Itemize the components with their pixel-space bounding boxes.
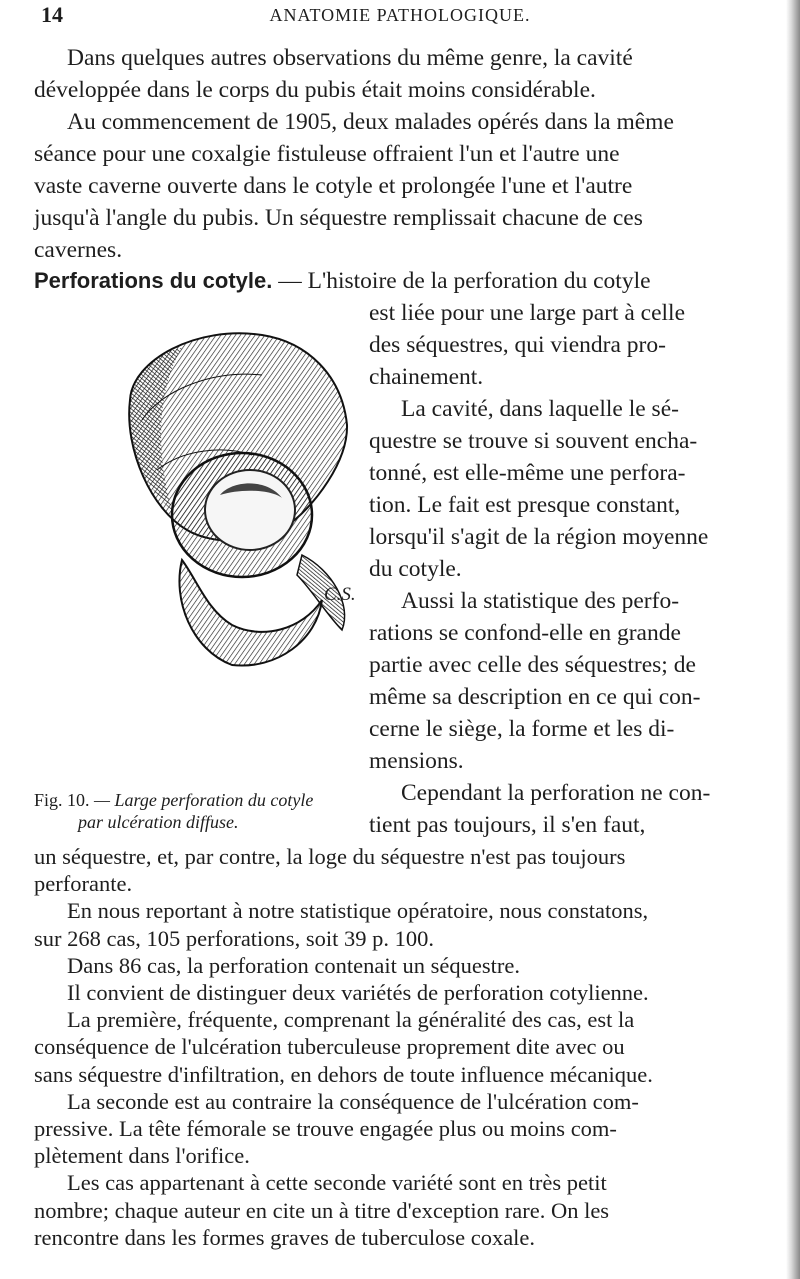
text-line: jusqu'à l'angle du pubis. Un séquestre remplissait chacune de ces: [34, 205, 643, 231]
text-line: Les cas appartenant à cette seconde variété sont en très petit: [67, 1170, 607, 1196]
figure-signature: C.S.: [324, 584, 356, 605]
text-line: nombre; chaque auteur en cite un à titre d'exception rare. On les: [34, 1197, 610, 1223]
text-line: questre se trouve si souvent encha-: [369, 428, 698, 454]
figure-illustration: [102, 330, 360, 670]
figure-number: Fig. 10.: [34, 790, 90, 810]
text-line: Aussi la statistique des perfo-: [401, 588, 680, 614]
text-line: tient pas toujours, il s'en faut,: [369, 812, 646, 838]
text-line: est liée pour une large part à celle: [369, 300, 686, 326]
hip-bone-engraving: [102, 330, 360, 670]
text-line: Dans 86 cas, la perforation contenait un séquestre.: [67, 952, 520, 978]
text-line: La seconde est au contraire la conséquence de l'ulcération com-: [67, 1088, 639, 1114]
text-line: mensions.: [369, 748, 464, 774]
section-heading: Perforations du cotyle.: [34, 268, 273, 293]
running-title: ANATOMIE PATHOLOGIQUE.: [269, 5, 531, 25]
figure-caption-line-2: par ulcération diffuse.: [78, 812, 239, 832]
text-line: rations se confond-elle en grande: [369, 620, 681, 646]
text-line: sur 268 cas, 105 perforations, soit 39 p. 100.: [34, 925, 434, 951]
text-line: séance pour une coxalgie fistuleuse offraient l'un et l'autre une: [34, 141, 620, 167]
text-line: Il convient de distinguer deux variétés de perforation cotylienne.: [67, 980, 649, 1005]
text-line: La première, fréquente, comprenant la généralité des cas, est la: [67, 1007, 635, 1033]
text-line: La cavité, dans laquelle le sé-: [401, 396, 679, 422]
figure-caption-text: — Large perforation du cotyle: [94, 790, 314, 810]
text-line: lorsqu'il s'agit de la région moyenne: [369, 524, 709, 550]
section-heading-line: [34, 270, 651, 294]
text-line: du cotyle.: [369, 556, 462, 582]
text-line: rencontre dans les formes graves de tuberculose coxale.: [34, 1224, 536, 1250]
text-line: développée dans le corps du pubis était moins considérable.: [34, 77, 596, 103]
text-line: partie avec celle des séquestres; de: [369, 652, 696, 678]
text-line: perforante.: [34, 871, 133, 897]
text-line: En nous reportant à notre statistique opératoire, nous constatons,: [67, 898, 649, 924]
text-line: même sa description en ce qui con-: [369, 684, 701, 710]
section-lead: — L'histoire de la perforation du cotyle: [278, 268, 651, 294]
page-number: 14: [41, 2, 63, 27]
page-edge: [786, 0, 800, 1279]
text-line: Au commencement de 1905, deux malades opérés dans la même: [67, 109, 674, 135]
text-line: cerne le siège, la forme et les di-: [369, 716, 675, 742]
text-line: sans séquestre d'infiltration, en dehors de toute influence mécanique.: [34, 1061, 653, 1087]
text-line: cavernes.: [34, 237, 123, 263]
text-line: chainement.: [369, 364, 484, 390]
text-line: des séquestres, qui viendra pro-: [369, 332, 666, 358]
text-line: un séquestre, et, par contre, la loge du séquestre n'est pas toujours: [34, 844, 626, 869]
text-line: vaste caverne ouverte dans le cotyle et prolongée l'une et l'autre: [34, 173, 633, 199]
figure-caption-line-1: [34, 790, 313, 811]
text-line: tion. Le fait est presque constant,: [369, 492, 681, 518]
text-line: conséquence de l'ulcération tuberculeuse proprement dite avec ou: [34, 1034, 625, 1060]
text-line: pressive. La tête fémorale se trouve engagée plus ou moins com-: [34, 1116, 617, 1141]
text-line: tonné, est elle-même une perfora-: [369, 460, 686, 486]
text-line: plètement dans l'orifice.: [34, 1143, 250, 1169]
text-line: Dans quelques autres observations du même genre, la cavité: [67, 45, 633, 71]
text-line: Cependant la perforation ne con-: [401, 780, 711, 806]
